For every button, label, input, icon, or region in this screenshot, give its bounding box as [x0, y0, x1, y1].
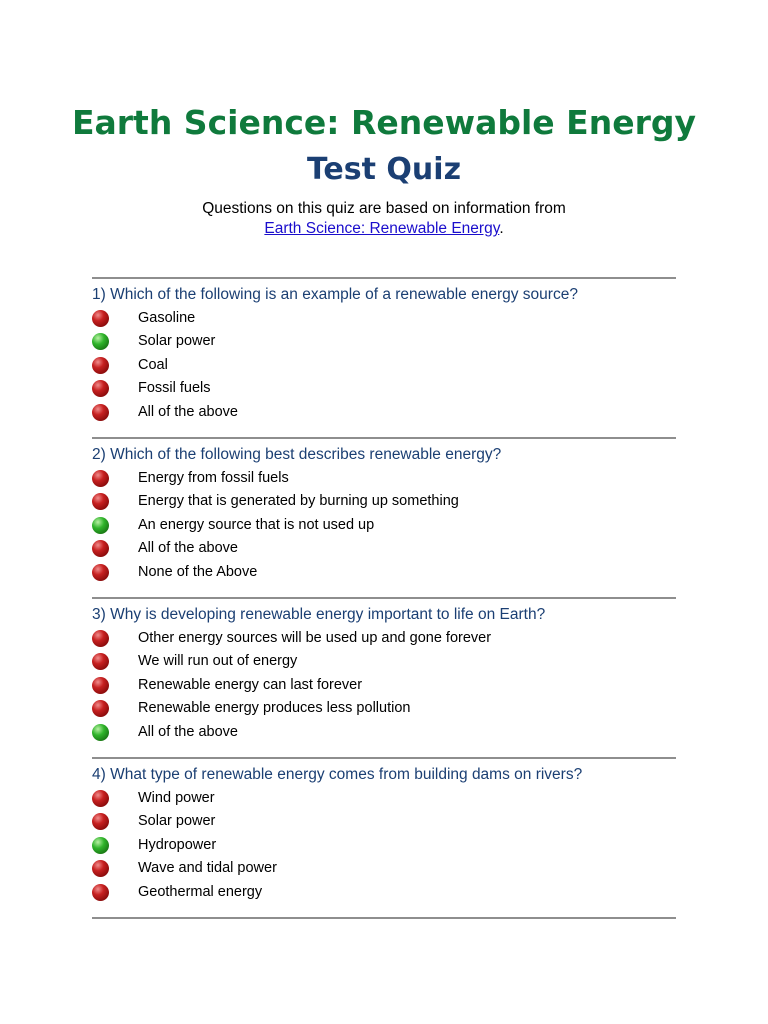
incorrect-answer-icon: [92, 653, 109, 670]
question-text: 2) Which of the following best describes renewable energy?: [92, 446, 502, 463]
answer-option[interactable]: [92, 651, 676, 674]
answer-option[interactable]: [92, 882, 676, 905]
answer-label: Solar power: [138, 813, 216, 830]
incorrect-answer-icon: [92, 310, 109, 327]
incorrect-answer-icon: [92, 813, 109, 830]
incorrect-answer-icon: [92, 630, 109, 647]
intro-suffix: .: [499, 220, 504, 237]
answer-label: All of the above: [138, 723, 238, 740]
answer-option[interactable]: [92, 835, 676, 858]
answer-label: Fossil fuels: [138, 380, 211, 397]
answer-option[interactable]: [92, 811, 676, 834]
answer-options: [92, 628, 676, 745]
answer-options: [92, 788, 676, 905]
answer-option[interactable]: [92, 308, 676, 331]
answer-option[interactable]: [92, 402, 676, 425]
intro-line: Questions on this quiz are based on information from: [202, 200, 566, 217]
answer-label: Other energy sources will be used up and gone forever: [138, 630, 492, 646]
source-article-link[interactable]: Earth Science: Renewable Energy: [264, 220, 500, 237]
answer-option[interactable]: [92, 858, 676, 881]
answer-option[interactable]: [92, 491, 676, 514]
answer-option[interactable]: [92, 788, 676, 811]
answer-label: Geothermal energy: [138, 883, 263, 900]
question-text: 3) Why is developing renewable energy important to life on Earth?: [92, 606, 546, 623]
answer-option[interactable]: [92, 698, 676, 721]
answer-label: Gasoline: [138, 310, 196, 326]
question-text: 1) Which of the following is an example of a renewable energy source?: [92, 286, 578, 303]
answer-label: Energy from fossil fuels: [138, 470, 289, 486]
answer-label: Renewable energy can last forever: [138, 676, 363, 693]
correct-answer-icon: [92, 517, 109, 534]
incorrect-answer-icon: [92, 470, 109, 487]
answer-option[interactable]: [92, 378, 676, 401]
intro-text: [0, 199, 768, 239]
answer-option[interactable]: [92, 675, 676, 698]
incorrect-answer-icon: [92, 700, 109, 717]
answer-option[interactable]: [92, 331, 676, 354]
quiz-questions: [92, 277, 676, 919]
answer-label: We will run out of energy: [138, 653, 298, 670]
question-3: [92, 599, 676, 757]
incorrect-answer-icon: [92, 380, 109, 397]
answer-label: Renewable energy produces less pollution: [138, 700, 411, 717]
correct-answer-icon: [92, 837, 109, 854]
incorrect-answer-icon: [92, 540, 109, 557]
incorrect-answer-icon: [92, 677, 109, 694]
answer-option[interactable]: [92, 562, 676, 585]
question-4: [92, 759, 676, 917]
intro-link-line: [0, 219, 768, 239]
answer-label: An energy source that is not used up: [138, 516, 375, 533]
answer-option[interactable]: [92, 722, 676, 745]
quiz-end-divider: [92, 917, 676, 919]
answer-label: Wind power: [138, 790, 215, 806]
answer-option[interactable]: [92, 515, 676, 538]
incorrect-answer-icon: [92, 357, 109, 374]
incorrect-answer-icon: [92, 860, 109, 877]
answer-label: Solar power: [138, 333, 216, 350]
page-subtitle: Test Quiz: [306, 152, 462, 187]
correct-answer-icon: [92, 724, 109, 741]
answer-label: Coal: [138, 356, 168, 373]
answer-label: Hydropower: [138, 836, 217, 853]
page-title: Earth Science: Renewable Energy: [71, 103, 697, 142]
incorrect-answer-icon: [92, 790, 109, 807]
answer-options: [92, 468, 676, 585]
incorrect-answer-icon: [92, 564, 109, 581]
answer-label: Wave and tidal power: [138, 860, 277, 877]
incorrect-answer-icon: [92, 884, 109, 901]
question-text: 4) What type of renewable energy comes from building dams on rivers?: [92, 766, 583, 783]
correct-answer-icon: [92, 333, 109, 350]
answer-option[interactable]: [92, 628, 676, 651]
answer-options: [92, 308, 676, 425]
answer-label: All of the above: [138, 540, 238, 557]
answer-option[interactable]: [92, 355, 676, 378]
question-2: [92, 439, 676, 597]
answer-label: All of the above: [138, 403, 238, 420]
incorrect-answer-icon: [92, 404, 109, 421]
answer-option[interactable]: [92, 538, 676, 561]
answer-label: Energy that is generated by burning up something: [138, 493, 459, 510]
answer-option[interactable]: [92, 468, 676, 491]
question-1: [92, 279, 676, 437]
answer-label: None of the Above: [138, 563, 258, 580]
incorrect-answer-icon: [92, 493, 109, 510]
